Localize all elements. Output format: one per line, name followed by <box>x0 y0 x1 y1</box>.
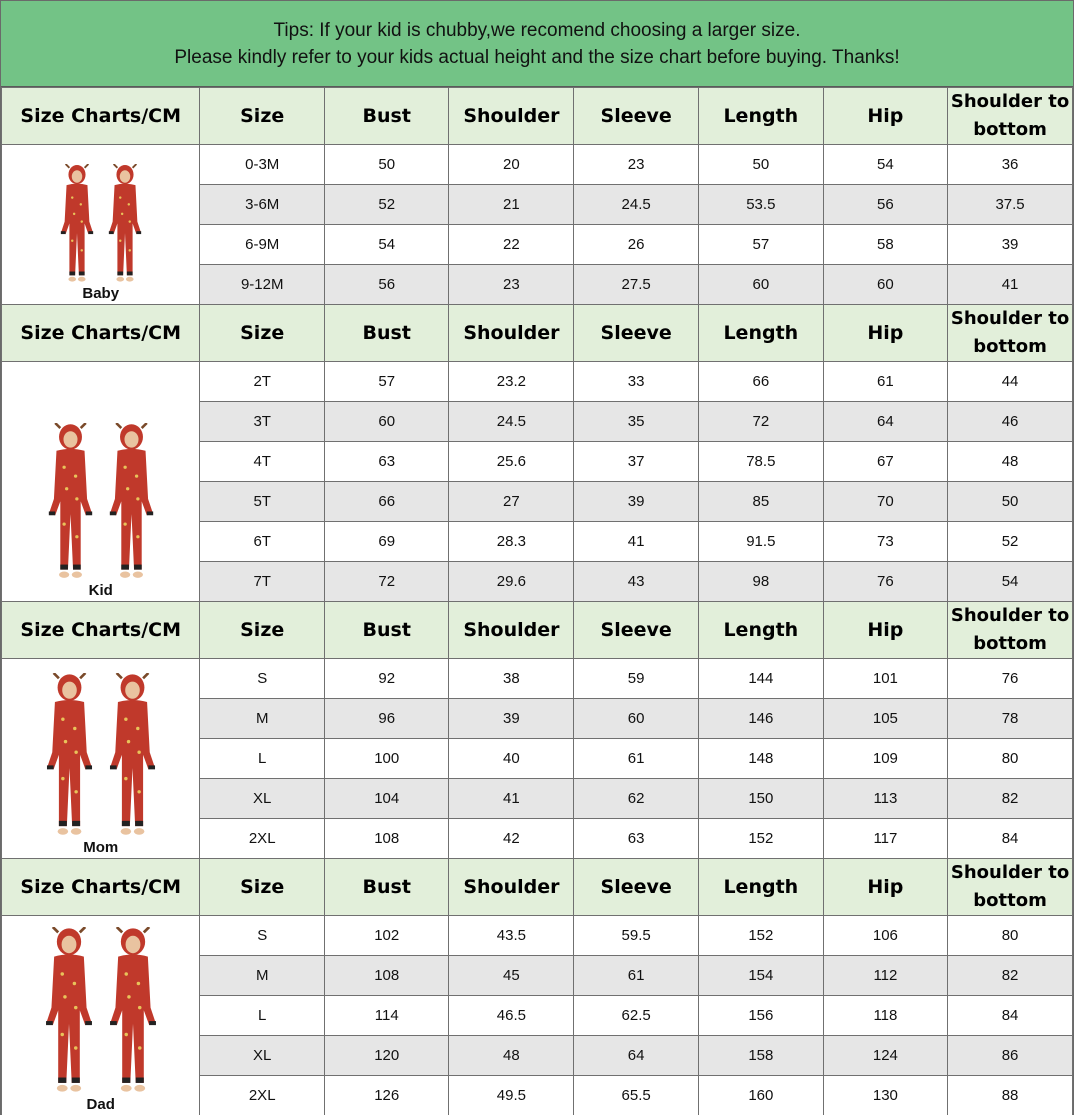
measure-cell: 146 <box>698 699 823 739</box>
tips-line-2: Please kindly refer to your kids actual height and the size chart before buying. Thanks! <box>174 46 900 68</box>
measure-cell: 23 <box>449 265 574 305</box>
measure-cell: 42 <box>449 819 574 859</box>
size-cell: XL <box>200 1036 325 1076</box>
measure-cell: 106 <box>823 916 947 956</box>
measure-cell: 38 <box>449 659 574 699</box>
measure-cell: 59 <box>574 659 699 699</box>
measure-cell: 24.5 <box>574 185 699 225</box>
measure-cell: 60 <box>823 265 947 305</box>
size-cell: 6-9M <box>200 225 325 265</box>
measure-cell: 57 <box>324 362 449 402</box>
column-header: Shoulder <box>449 602 574 659</box>
measure-cell: 104 <box>324 779 449 819</box>
measure-cell: 76 <box>823 562 947 602</box>
measure-cell: 156 <box>698 996 823 1036</box>
measure-cell: 56 <box>823 185 947 225</box>
column-header: Shoulder to bottom <box>948 859 1073 916</box>
column-header: Sleeve <box>574 88 699 145</box>
measure-cell: 60 <box>324 402 449 442</box>
measure-cell: 49.5 <box>449 1076 574 1115</box>
column-header: Size <box>200 602 325 659</box>
measure-cell: 44 <box>948 362 1073 402</box>
measure-cell: 48 <box>948 442 1073 482</box>
measure-cell: 59.5 <box>574 916 699 956</box>
measure-cell: 61 <box>574 739 699 779</box>
column-header: Shoulder <box>449 305 574 362</box>
column-header: Size <box>200 859 325 916</box>
size-cell: 3-6M <box>200 185 325 225</box>
measure-cell: 27 <box>449 482 574 522</box>
measure-cell: 54 <box>823 145 947 185</box>
measure-cell: 43.5 <box>449 916 574 956</box>
measure-cell: 112 <box>823 956 947 996</box>
table-row <box>2 916 1073 956</box>
column-header: Size Charts/CM <box>2 305 200 362</box>
measure-cell: 82 <box>948 956 1073 996</box>
column-header: Size <box>200 305 325 362</box>
measure-cell: 61 <box>823 362 947 402</box>
mom-pajama-models-icon <box>43 673 96 838</box>
measure-cell: 46.5 <box>449 996 574 1036</box>
measure-cell: 117 <box>823 819 947 859</box>
measure-cell: 23.2 <box>449 362 574 402</box>
model-label: Mom <box>83 839 119 856</box>
model-photo-cell <box>2 145 200 305</box>
measure-cell: 120 <box>324 1036 449 1076</box>
measure-cell: 60 <box>574 699 699 739</box>
column-header: Sleeve <box>574 859 699 916</box>
measure-cell: 98 <box>698 562 823 602</box>
column-header: Shoulder to bottom <box>948 305 1073 362</box>
dad-pajama-models-icon <box>42 927 96 1095</box>
measure-cell: 78 <box>948 699 1073 739</box>
measure-cell: 48 <box>449 1036 574 1076</box>
size-cell: 7T <box>200 562 325 602</box>
size-cell: L <box>200 996 325 1036</box>
measure-cell: 130 <box>823 1076 947 1115</box>
column-header: Length <box>698 305 823 362</box>
column-header: Size Charts/CM <box>2 88 200 145</box>
measure-cell: 70 <box>823 482 947 522</box>
column-header: Length <box>698 88 823 145</box>
measure-cell: 24.5 <box>449 402 574 442</box>
size-cell: 2XL <box>200 819 325 859</box>
measure-cell: 150 <box>698 779 823 819</box>
measure-cell: 84 <box>948 819 1073 859</box>
measure-cell: 84 <box>948 996 1073 1036</box>
measure-cell: 54 <box>324 225 449 265</box>
measure-cell: 60 <box>698 265 823 305</box>
column-header: Shoulder <box>449 88 574 145</box>
measure-cell: 36 <box>948 145 1073 185</box>
measure-cell: 26 <box>574 225 699 265</box>
section-header-row <box>2 305 1073 362</box>
measure-cell: 118 <box>823 996 947 1036</box>
measure-cell: 160 <box>698 1076 823 1115</box>
measure-cell: 52 <box>324 185 449 225</box>
column-header: Hip <box>823 305 947 362</box>
measure-cell: 108 <box>324 819 449 859</box>
measure-cell: 22 <box>449 225 574 265</box>
measure-cell: 96 <box>324 699 449 739</box>
measure-cell: 54 <box>948 562 1073 602</box>
column-header: Bust <box>324 859 449 916</box>
measure-cell: 82 <box>948 779 1073 819</box>
measure-cell: 43 <box>574 562 699 602</box>
table-row <box>2 145 1073 185</box>
size-cell: S <box>200 659 325 699</box>
size-cell: XL <box>200 779 325 819</box>
measure-cell: 72 <box>698 402 823 442</box>
measure-cell: 88 <box>948 1076 1073 1115</box>
measure-cell: 72 <box>324 562 449 602</box>
measure-cell: 39 <box>449 699 574 739</box>
measure-cell: 63 <box>574 819 699 859</box>
column-header: Size Charts/CM <box>2 602 200 659</box>
measure-cell: 152 <box>698 819 823 859</box>
section-header-row <box>2 602 1073 659</box>
measure-cell: 152 <box>698 916 823 956</box>
measure-cell: 102 <box>324 916 449 956</box>
size-cell: 9-12M <box>200 265 325 305</box>
measure-cell: 28.3 <box>449 522 574 562</box>
measure-cell: 67 <box>823 442 947 482</box>
column-header: Shoulder <box>449 859 574 916</box>
measure-cell: 27.5 <box>574 265 699 305</box>
measure-cell: 57 <box>698 225 823 265</box>
measure-cell: 58 <box>823 225 947 265</box>
measure-cell: 73 <box>823 522 947 562</box>
size-cell: 4T <box>200 442 325 482</box>
size-cell: 0-3M <box>200 145 325 185</box>
measure-cell: 101 <box>823 659 947 699</box>
measure-cell: 20 <box>449 145 574 185</box>
table-row <box>2 659 1073 699</box>
model-label: Baby <box>82 285 120 302</box>
measure-cell: 76 <box>948 659 1073 699</box>
measure-cell: 52 <box>948 522 1073 562</box>
measure-cell: 41 <box>948 265 1073 305</box>
section-header-row <box>2 859 1073 916</box>
measure-cell: 53.5 <box>698 185 823 225</box>
measure-cell: 113 <box>823 779 947 819</box>
column-header: Hip <box>823 88 947 145</box>
tips-banner <box>1 1 1073 87</box>
measure-cell: 69 <box>324 522 449 562</box>
measure-cell: 23 <box>574 145 699 185</box>
model-photo-cell <box>2 659 200 859</box>
model-label: Kid <box>88 582 113 599</box>
column-header: Sleeve <box>574 602 699 659</box>
measure-cell: 56 <box>324 265 449 305</box>
column-header: Bust <box>324 602 449 659</box>
measure-cell: 25.6 <box>449 442 574 482</box>
measure-cell: 66 <box>698 362 823 402</box>
measure-cell: 109 <box>823 739 947 779</box>
measure-cell: 65.5 <box>574 1076 699 1115</box>
measure-cell: 29.6 <box>449 562 574 602</box>
measure-cell: 40 <box>449 739 574 779</box>
measure-cell: 21 <box>449 185 574 225</box>
measure-cell: 50 <box>948 482 1073 522</box>
measure-cell: 64 <box>574 1036 699 1076</box>
measure-cell: 50 <box>324 145 449 185</box>
column-header: Shoulder to bottom <box>948 88 1073 145</box>
size-cell: 3T <box>200 402 325 442</box>
measure-cell: 78.5 <box>698 442 823 482</box>
measure-cell: 61 <box>574 956 699 996</box>
size-cell: M <box>200 699 325 739</box>
column-header: Size Charts/CM <box>2 859 200 916</box>
measure-cell: 41 <box>574 522 699 562</box>
column-header: Bust <box>324 88 449 145</box>
size-cell: 5T <box>200 482 325 522</box>
measure-cell: 46 <box>948 402 1073 442</box>
model-label: Dad <box>86 1096 115 1113</box>
measure-cell: 91.5 <box>698 522 823 562</box>
measure-cell: 41 <box>449 779 574 819</box>
column-header: Shoulder to bottom <box>948 602 1073 659</box>
measure-cell: 35 <box>574 402 699 442</box>
kid-pajama-models-icon <box>106 423 157 581</box>
measure-cell: 85 <box>698 482 823 522</box>
column-header: Size <box>200 88 325 145</box>
baby-pajama-models-icon <box>106 164 144 284</box>
column-header: Sleeve <box>574 305 699 362</box>
dad-pajama-models-icon <box>106 927 160 1095</box>
measure-cell: 50 <box>698 145 823 185</box>
measure-cell: 37 <box>574 442 699 482</box>
measure-cell: 86 <box>948 1036 1073 1076</box>
measure-cell: 144 <box>698 659 823 699</box>
measure-cell: 114 <box>324 996 449 1036</box>
measure-cell: 64 <box>823 402 947 442</box>
measure-cell: 62.5 <box>574 996 699 1036</box>
size-cell: 2XL <box>200 1076 325 1115</box>
measure-cell: 126 <box>324 1076 449 1115</box>
measure-cell: 45 <box>449 956 574 996</box>
measure-cell: 33 <box>574 362 699 402</box>
column-header: Bust <box>324 305 449 362</box>
measure-cell: 39 <box>574 482 699 522</box>
section-header-row <box>2 88 1073 145</box>
model-photo-cell <box>2 916 200 1115</box>
size-chart-table <box>1 87 1073 1115</box>
size-cell: 2T <box>200 362 325 402</box>
measure-cell: 80 <box>948 739 1073 779</box>
measure-cell: 124 <box>823 1036 947 1076</box>
measure-cell: 158 <box>698 1036 823 1076</box>
column-header: Length <box>698 602 823 659</box>
measure-cell: 148 <box>698 739 823 779</box>
measure-cell: 66 <box>324 482 449 522</box>
measure-cell: 108 <box>324 956 449 996</box>
size-cell: 6T <box>200 522 325 562</box>
baby-pajama-models-icon <box>58 164 96 284</box>
size-cell: M <box>200 956 325 996</box>
measure-cell: 39 <box>948 225 1073 265</box>
size-cell: S <box>200 916 325 956</box>
kid-pajama-models-icon <box>45 423 96 581</box>
table-row <box>2 362 1073 402</box>
measure-cell: 105 <box>823 699 947 739</box>
measure-cell: 80 <box>948 916 1073 956</box>
measure-cell: 154 <box>698 956 823 996</box>
measure-cell: 62 <box>574 779 699 819</box>
column-header: Hip <box>823 859 947 916</box>
column-header: Length <box>698 859 823 916</box>
measure-cell: 63 <box>324 442 449 482</box>
model-photo-cell <box>2 362 200 602</box>
size-cell: L <box>200 739 325 779</box>
tips-line-1: Tips: If your kid is chubby,we recomend choosing a larger size. <box>273 19 801 41</box>
column-header: Hip <box>823 602 947 659</box>
measure-cell: 92 <box>324 659 449 699</box>
measure-cell: 37.5 <box>948 185 1073 225</box>
mom-pajama-models-icon <box>106 673 159 838</box>
measure-cell: 100 <box>324 739 449 779</box>
